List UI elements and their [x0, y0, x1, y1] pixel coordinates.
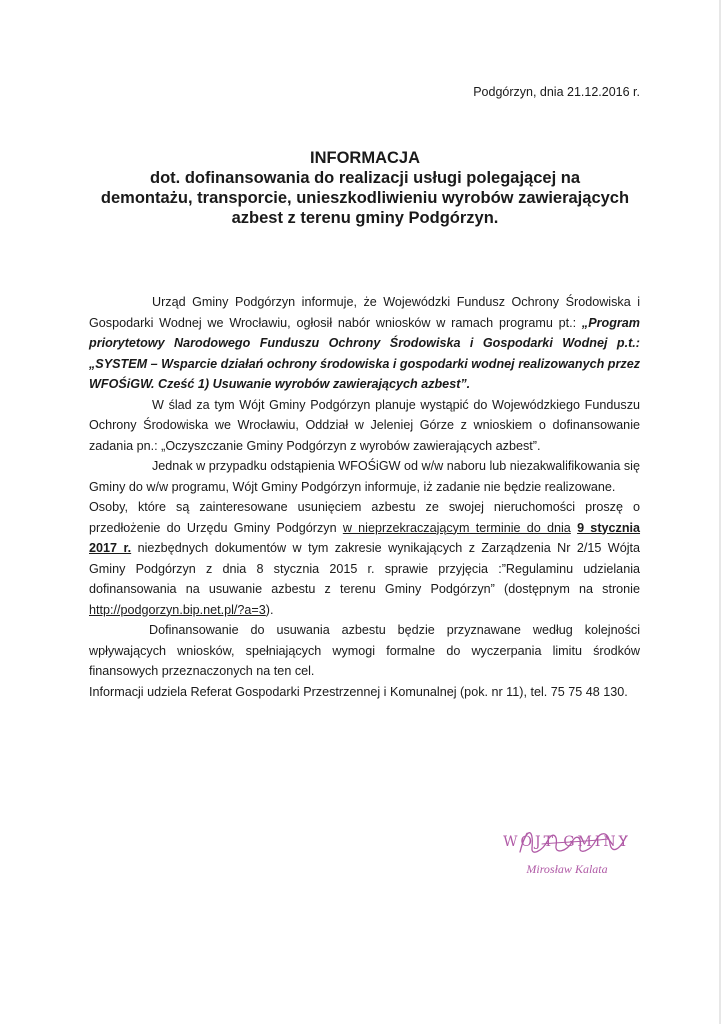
paragraph-withdrawal: Jednak w przypadku odstąpienia WFOŚiGW od w/w naboru lub niezakwalifikowania się Gminy do w/w programu, Wójt Gminy Podgórzyn informuje, iż zadanie nie będzie realizowane. — [89, 459, 640, 494]
submission-text-start: Osoby, które są zainteresowane usunięciem azbestu ze swojej nieruchomości proszę o przedłożenie do Urzędu Gminy Podgórzyn — [89, 500, 640, 535]
heading-line-2: demontażu, transporcie, unieszkodliwieniu wyrobów zawierających — [100, 189, 630, 207]
stamp-name: Mirosław Kalata — [526, 862, 608, 876]
stamp-title: WÓJT GMINY — [503, 834, 631, 850]
submission-text-end: ). — [265, 602, 274, 617]
handwritten-signature-icon — [512, 822, 632, 862]
paragraph-contact: Informacji udziela Referat Gospodarki Przestrzennej i Komunalnej (pok. nr 11), tel. 75 75 48 130. — [89, 684, 628, 699]
document-body — [89, 292, 640, 702]
heading-line-3: azbest z terenu gminy Podgórzyn. — [231, 209, 499, 227]
deadline-date: 9 stycznia 2017 r. — [89, 520, 641, 555]
document-date: Podgórzyn, dnia 21.12.2016 r. — [473, 85, 640, 99]
heading-line-1: dot. dofinansowania do realizacji usługi polegającej na — [150, 169, 580, 187]
scan-edge-line — [719, 0, 721, 1024]
heading-title: INFORMACJA — [310, 149, 420, 167]
paragraph-announcement-text: Urząd Gminy Podgórzyn informuje, że Wojewódzki Fundusz Ochrony Środowiska i Gospodarki Wodnej we Wrocławiu, ogłosił nabór wniosków w ramach programu pt.: — [89, 295, 640, 330]
program-name: „Program priorytetowy Narodowego Funduszu Ochrony Środowiska i Gospodarki Wodnej p.t.: „SYSTEM – Wsparcie działań ochrony środowiska i gospodarki wodnej realizowanych przez WFOŚiGW. Cześć 1) Usuwanie wyrobów zawierających azbest”. — [89, 315, 640, 391]
bip-link[interactable]: http://podgorzyn.bip.net.pl/?a=3 — [89, 602, 266, 617]
document-heading — [80, 148, 650, 228]
paragraph-order: Dofinansowanie do usuwania azbestu będzie przyznawane według kolejności wpływających wniosków, spełniających wymogi formalne do wyczerpania limitu środków finansowych przeznaczonych na ten cel. — [89, 623, 640, 678]
deadline-phrase: w nieprzekraczającym terminie do dnia — [342, 520, 571, 535]
paragraph-announcement — [89, 292, 640, 395]
paragraph-plan: W ślad za tym Wójt Gminy Podgórzyn planuje wystąpić do Wojewódzkiego Funduszu Ochrony Środowiska we Wrocławiu, Oddział w Jeleniej Górze z wnioskiem o dofinansowanie zadania pn.: „Oczyszczanie Gminy Podgórzyn z wyrobów zawierających azbest”. — [89, 397, 640, 453]
submission-text-rest: niezbędnych dokumentów w tym zakresie wynikających z Zarządzenia Nr 2/15 Wójta Gminy Podgórzyn z dnia 8 stycznia 2015 r. sprawie przyjęcia :”Regulaminu udzielania dofinansowania na usuwanie azbestu z terenu Gminy Podgórzyn” (dostępnym na stronie — [89, 541, 640, 596]
signature-stamp — [492, 822, 642, 882]
paragraph-submission — [89, 497, 640, 620]
